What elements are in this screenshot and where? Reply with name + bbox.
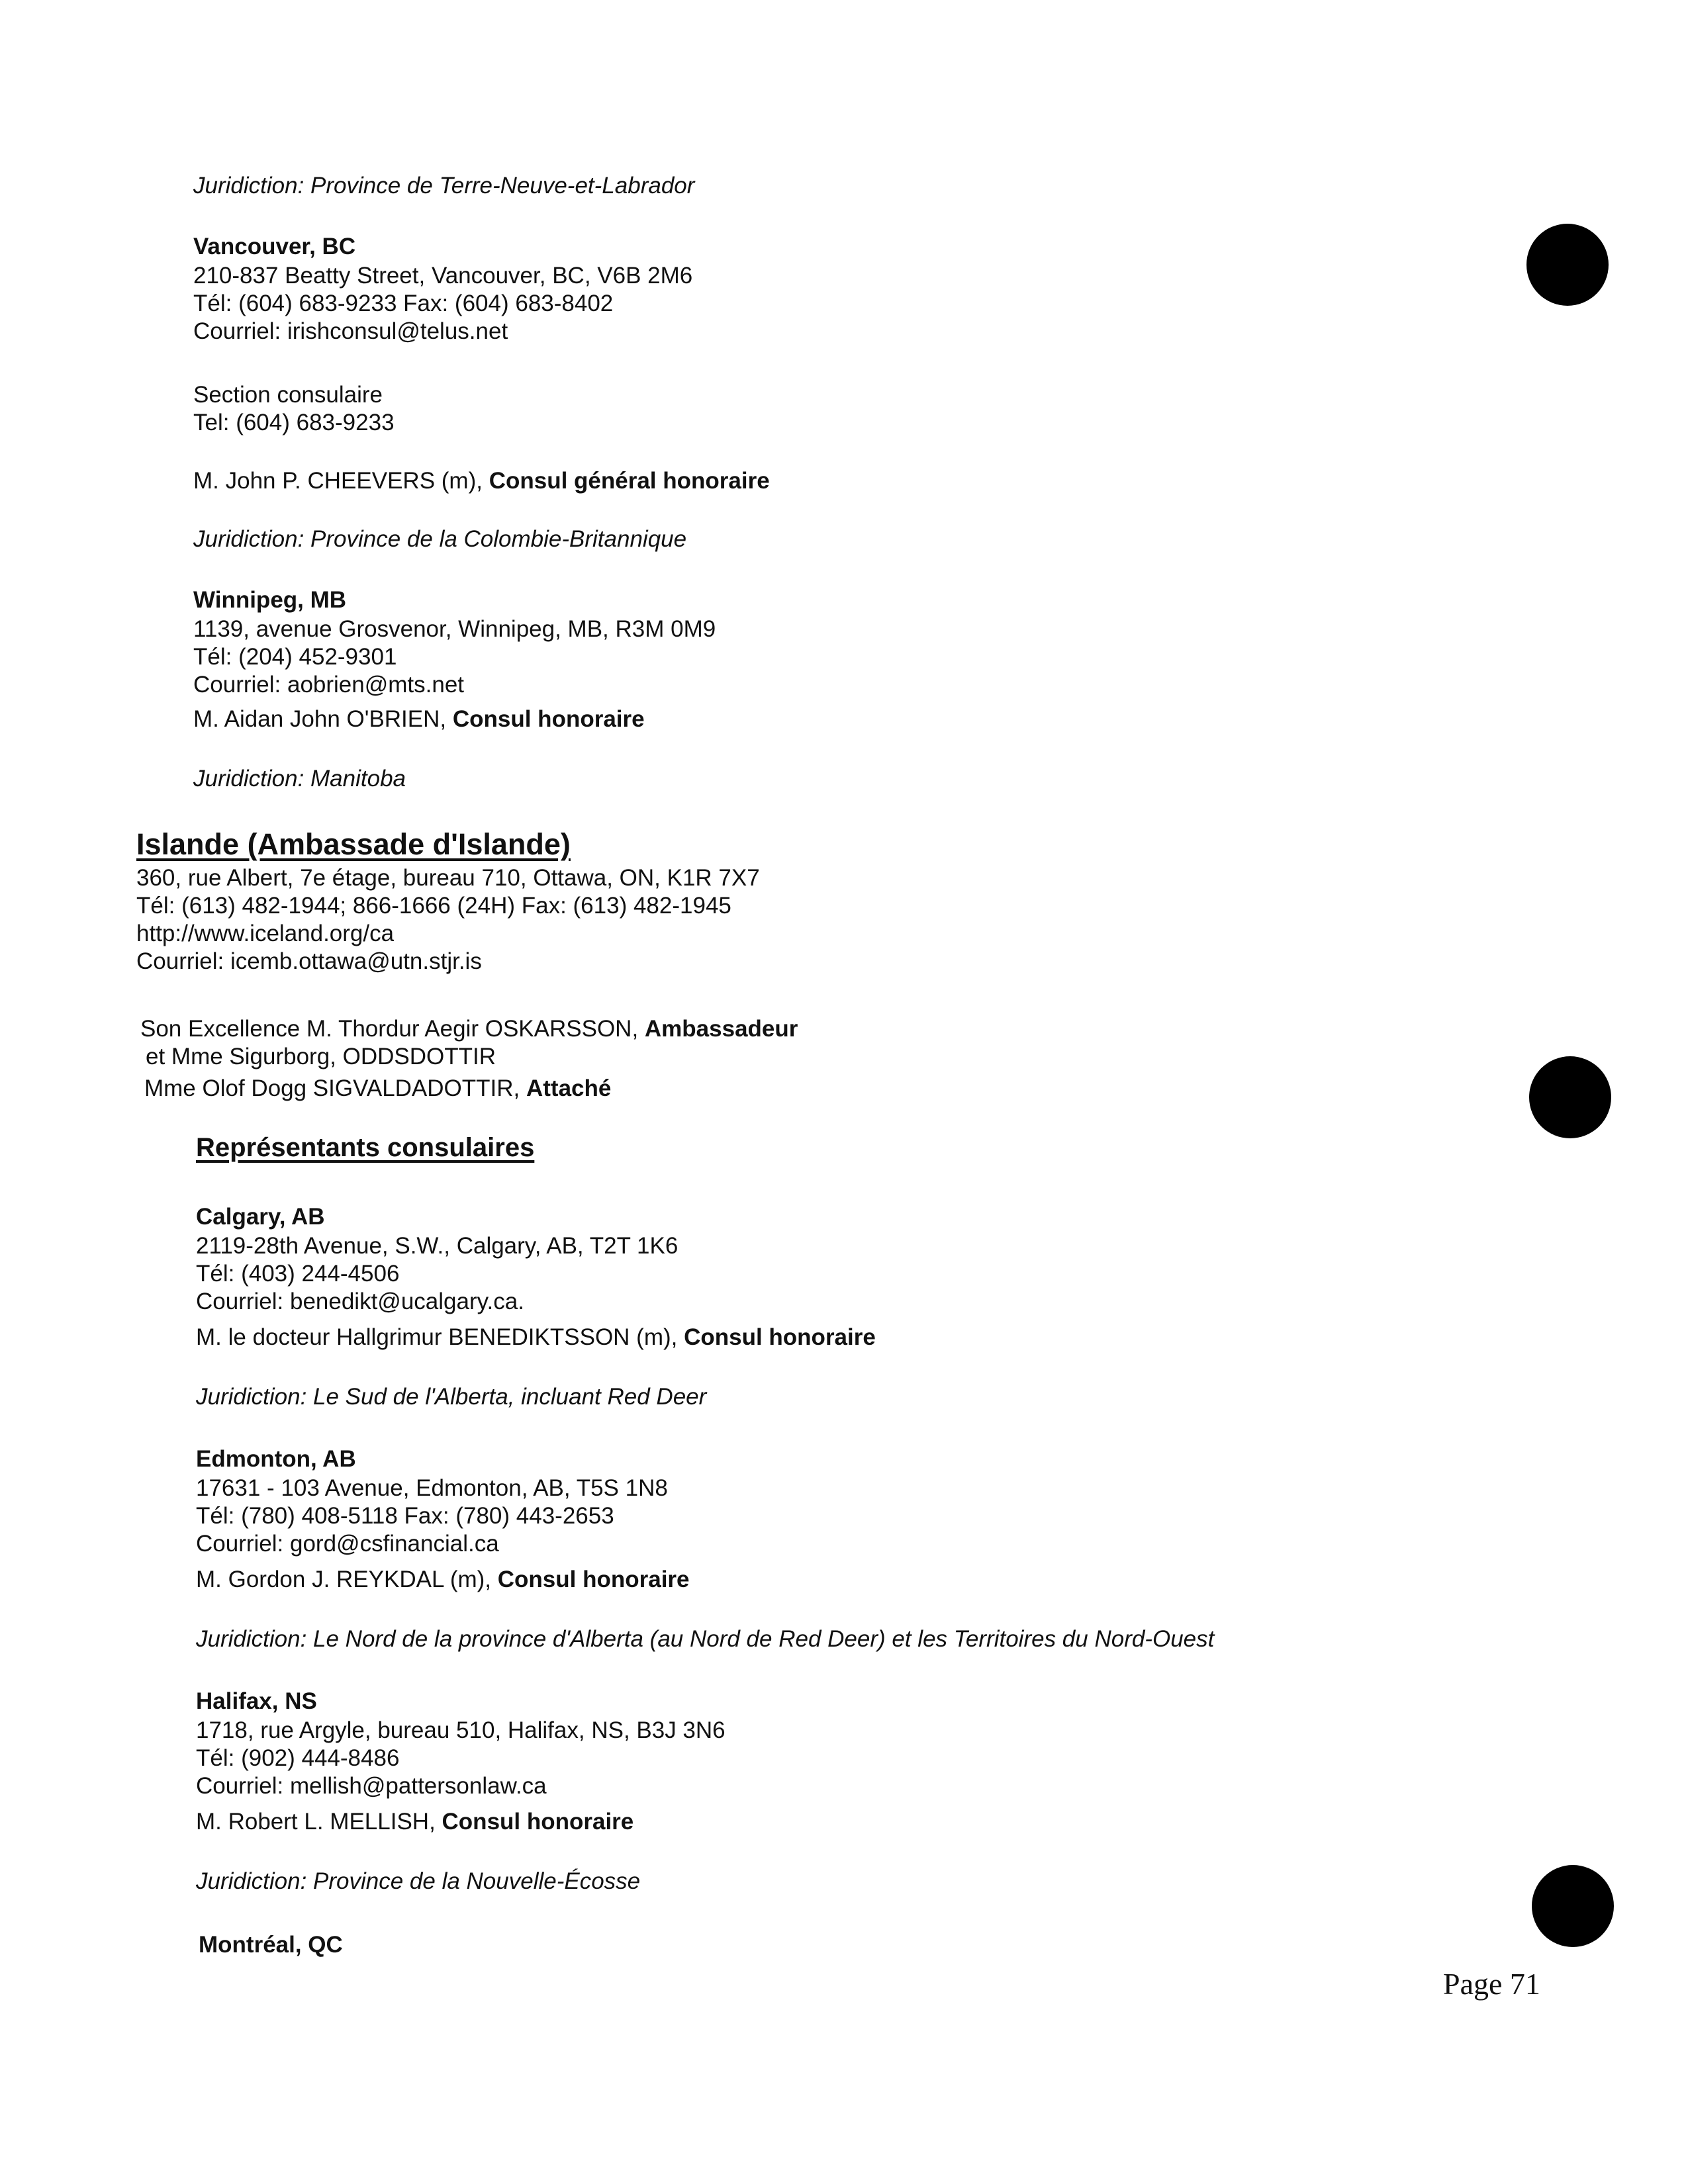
consul-line — [196, 1808, 633, 1836]
address-line: 1139, avenue Grosvenor, Winnipeg, MB, R3M 0M9 — [193, 616, 716, 642]
consul-line — [196, 1566, 690, 1594]
consul-title: Consul honoraire — [684, 1324, 876, 1350]
ambassador-title: Ambassadeur — [644, 1016, 798, 1042]
phone-line: Tél: (780) 408-5118 Fax: (780) 443-2653 — [196, 1503, 614, 1529]
country-heading-iceland: Islande (Ambassade d'Islande) — [136, 827, 571, 861]
address-line: 360, rue Albert, 7e étage, bureau 710, Ottawa, ON, K1R 7X7 — [136, 865, 760, 891]
spouse-line: et Mme Sigurborg, ODDSDOTTIR — [146, 1044, 496, 1069]
ambassador-name: Son Excellence M. Thordur Aegir OSKARSSON, — [140, 1016, 645, 1042]
email-line: Courriel: aobrien@mts.net — [193, 672, 465, 698]
email-line: Courriel: benedikt@ucalgary.ca. — [196, 1289, 524, 1314]
phone-line: Tél: (204) 452-9301 — [193, 644, 397, 670]
city-heading-halifax: Halifax, NS — [196, 1688, 317, 1714]
jurisdiction-line: Juridiction: Province de Terre-Neuve-et-Labrador — [193, 173, 695, 199]
consul-title: Consul honoraire — [442, 1809, 634, 1835]
page-number: Page 71 — [1443, 1967, 1540, 2001]
phone-line: Tel: (604) 683-9233 — [193, 410, 395, 435]
punch-hole-bottom — [1532, 1865, 1614, 1947]
attache-name: Mme Olof Dogg SIGVALDADOTTIR, — [144, 1075, 526, 1101]
consul-name: M. John P. CHEEVERS (m), — [193, 468, 489, 494]
consul-name: M. Robert L. MELLISH, — [196, 1809, 442, 1835]
address-line: 210-837 Beatty Street, Vancouver, BC, V6B 2M6 — [193, 263, 693, 289]
consul-title: Consul honoraire — [497, 1567, 690, 1592]
city-heading-edmonton: Edmonton, AB — [196, 1446, 356, 1472]
attache-title: Attaché — [526, 1075, 612, 1101]
email-line: Courriel: mellish@pattersonlaw.ca — [196, 1773, 547, 1799]
attache-line — [144, 1075, 611, 1103]
address-line: 2119-28th Avenue, S.W., Calgary, AB, T2T 1K6 — [196, 1233, 679, 1259]
email-line: Courriel: icemb.ottawa@utn.stjr.is — [136, 948, 482, 974]
phone-line: Tél: (613) 482-1944; 866-1666 (24H) Fax: (613) 482-1945 — [136, 893, 731, 919]
punch-hole-middle — [1529, 1056, 1611, 1138]
city-heading-winnipeg: Winnipeg, MB — [193, 587, 347, 613]
jurisdiction-line: Juridiction: Province de la Nouvelle-Écosse — [196, 1868, 641, 1894]
phone-line: Tél: (902) 444-8486 — [196, 1745, 400, 1771]
jurisdiction-line: Juridiction: Manitoba — [193, 766, 406, 792]
city-heading-montreal: Montréal, QC — [199, 1932, 343, 1958]
consul-name: M. le docteur Hallgrimur BENEDIKTSSON (m), — [196, 1324, 684, 1350]
consul-line — [196, 1324, 876, 1351]
phone-line: Tél: (403) 244-4506 — [196, 1261, 400, 1287]
section-label: Section consulaire — [193, 382, 383, 408]
phone-line: Tél: (604) 683-9233 Fax: (604) 683-8402 — [193, 291, 614, 316]
email-line: Courriel: irishconsul@telus.net — [193, 318, 508, 344]
jurisdiction-line: Juridiction: Le Nord de la province d'Alberta (au Nord de Red Deer) et les Territoires du Nord-Ouest — [196, 1626, 1215, 1652]
jurisdiction-line: Juridiction: Le Sud de l'Alberta, incluant Red Deer — [196, 1384, 707, 1410]
consul-title: Consul général honoraire — [489, 468, 770, 494]
email-line: Courriel: gord@csfinancial.ca — [196, 1531, 499, 1557]
consul-line — [193, 467, 770, 495]
address-line: 1718, rue Argyle, bureau 510, Halifax, NS, B3J 3N6 — [196, 1717, 726, 1743]
jurisdiction-line: Juridiction: Province de la Colombie-Britannique — [193, 526, 687, 552]
consul-name: M. Gordon J. REYKDAL (m), — [196, 1567, 498, 1592]
consul-name: M. Aidan John O'BRIEN, — [193, 706, 453, 732]
address-line: 17631 - 103 Avenue, Edmonton, AB, T5S 1N8 — [196, 1475, 668, 1501]
consular-representatives-heading: Représentants consulaires — [196, 1133, 535, 1162]
punch-hole-top — [1526, 224, 1609, 306]
ambassador-line — [140, 1015, 798, 1043]
consul-title: Consul honoraire — [452, 706, 645, 732]
city-heading-calgary: Calgary, AB — [196, 1204, 325, 1230]
city-heading-vancouver: Vancouver, BC — [193, 234, 356, 259]
website-line: http://www.iceland.org/ca — [136, 921, 395, 946]
consul-line — [193, 705, 645, 733]
